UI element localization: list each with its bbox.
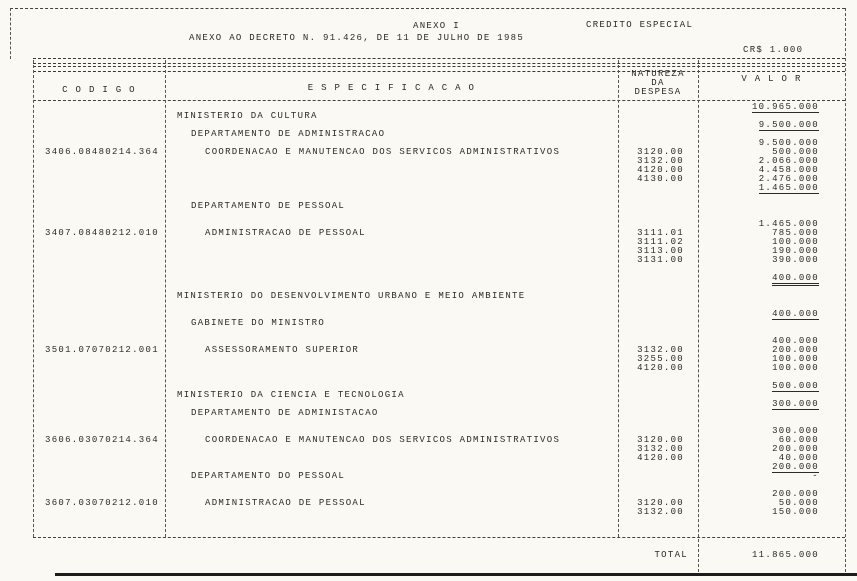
- column-header-especificacao: E S P E C I F I C A C A O: [307, 83, 476, 93]
- especificacao-cell: [165, 247, 618, 256]
- especificacao-cell: [165, 274, 618, 283]
- especificacao-cell: [165, 238, 618, 247]
- valor-cell: [698, 409, 845, 418]
- code-cell: [33, 382, 165, 391]
- natureza-cell: [618, 292, 698, 301]
- table-row: [33, 292, 845, 301]
- currency-unit-label: CR$ 1.000: [743, 45, 804, 55]
- natureza-cell: [618, 265, 698, 274]
- double-rule-top: [33, 58, 845, 64]
- code-cell: [33, 454, 165, 463]
- valor-amount: 150.000: [772, 507, 819, 517]
- table-row: [33, 265, 845, 274]
- table-row: [33, 481, 845, 490]
- table-row: [33, 310, 845, 319]
- table-row: [33, 238, 845, 247]
- header-box: [10, 8, 845, 59]
- natureza-cell: 3255.00: [637, 354, 684, 364]
- code-cell: [33, 121, 165, 130]
- especificacao-cell: [165, 445, 618, 454]
- natureza-cell: [618, 481, 698, 490]
- valor-amount: 785.000: [772, 228, 819, 238]
- valor-amount: 40.000: [778, 453, 819, 463]
- code-cell: [33, 157, 165, 166]
- code-cell: 3607.03070212.010: [45, 498, 159, 508]
- valor-amount: 200.000: [772, 444, 819, 454]
- valor-amount: 400.000: [772, 309, 819, 319]
- especificacao-cell: COORDENACAO E MANUTENCAO DOS SERVICOS ADMINISTRATIVOS: [205, 147, 561, 157]
- table-row: [33, 382, 845, 391]
- code-cell: [33, 364, 165, 373]
- code-cell: [33, 301, 165, 310]
- natureza-cell: [618, 283, 698, 292]
- natureza-cell: [618, 310, 698, 319]
- code-cell: 3501.07070212.001: [45, 345, 159, 355]
- natureza-cell: [618, 112, 698, 121]
- valor-amount: 2.066.000: [758, 156, 819, 166]
- valor-amount: 200.000: [772, 489, 819, 499]
- code-cell: [33, 238, 165, 247]
- natureza-cell: [618, 382, 698, 391]
- code-cell: [33, 112, 165, 121]
- natureza-cell: [618, 202, 698, 211]
- table-row: [33, 454, 845, 463]
- table-row: [33, 499, 845, 508]
- code-cell: [33, 508, 165, 517]
- code-cell: [33, 391, 165, 400]
- table-row: [33, 247, 845, 256]
- especificacao-cell: [165, 481, 618, 490]
- valor-amount: 500.000: [772, 147, 819, 157]
- table-row: [33, 472, 845, 481]
- natureza-cell: [618, 472, 698, 481]
- natureza-cell: 3120.00: [637, 147, 684, 157]
- table-row: [33, 112, 845, 121]
- table-row: [33, 355, 845, 364]
- column-header-codigo: C O D I G O: [62, 85, 136, 95]
- table-row: [33, 256, 845, 265]
- header-body-separator: [33, 100, 845, 101]
- table-row: [33, 193, 845, 202]
- valor-cell: [698, 283, 845, 292]
- table-row: [33, 391, 845, 400]
- code-cell: [33, 355, 165, 364]
- natureza-cell: 3132.00: [637, 507, 684, 517]
- code-cell: [33, 247, 165, 256]
- code-cell: [33, 472, 165, 481]
- table-row: [33, 184, 845, 193]
- valor-amount: -: [812, 471, 819, 481]
- especificacao-cell: [165, 166, 618, 175]
- table-row: [33, 373, 845, 382]
- especificacao-cell: [165, 364, 618, 373]
- natureza-cell: [618, 319, 698, 328]
- code-cell: [33, 130, 165, 139]
- natureza-cell: [618, 301, 698, 310]
- especificacao-cell: DEPARTAMENTO DE PESSOAL: [191, 201, 346, 211]
- valor-amount: 300.000: [772, 399, 819, 409]
- code-cell: [33, 184, 165, 193]
- table-row: [33, 346, 845, 355]
- especificacao-cell: MINISTERIO DO DESENVOLVIMENTO URBANO E MEIO AMBIENTE: [177, 291, 526, 301]
- code-cell: 3406.08480214.364: [45, 147, 159, 157]
- valor-amount: 100.000: [772, 354, 819, 364]
- natureza-cell: 3131.00: [637, 255, 684, 265]
- table-row: [33, 157, 845, 166]
- natureza-cell: 3111.02: [637, 237, 684, 247]
- table-row: [33, 148, 845, 157]
- especificacao-cell: [165, 175, 618, 184]
- code-cell: [33, 193, 165, 202]
- especificacao-cell: [165, 355, 618, 364]
- valor-cell: [698, 400, 845, 409]
- especificacao-cell: [165, 418, 618, 427]
- table-row: [33, 166, 845, 175]
- double-rule-bottom: [33, 66, 845, 72]
- especificacao-cell: ADMINISTRACAO DE PESSOAL: [205, 228, 366, 238]
- table-row: [33, 121, 845, 130]
- valor-amount: 300.000: [772, 426, 819, 436]
- code-cell: [33, 310, 165, 319]
- valor-cell: [698, 463, 845, 472]
- especificacao-cell: [165, 256, 618, 265]
- especificacao-cell: [165, 301, 618, 310]
- code-cell: [33, 274, 165, 283]
- table-row: [33, 319, 845, 328]
- valor-amount: 9.500.000: [758, 138, 819, 148]
- code-cell: [33, 283, 165, 292]
- table-row: [33, 175, 845, 184]
- natureza-cell: [618, 274, 698, 283]
- natureza-cell: [618, 463, 698, 472]
- table-row: [33, 274, 845, 283]
- table-row: [33, 130, 845, 139]
- column-header-natureza-line2: DA: [651, 78, 665, 88]
- valor-amount: 100.000: [772, 237, 819, 247]
- natureza-cell: [618, 328, 698, 337]
- valor-cell: [698, 256, 845, 265]
- valor-cell: [698, 292, 845, 301]
- annex-title: ANEXO I: [413, 21, 460, 31]
- code-cell: [33, 175, 165, 184]
- table-row: [33, 463, 845, 472]
- credit-type-label: CREDITO ESPECIAL: [586, 20, 694, 30]
- code-cell: [33, 292, 165, 301]
- table-row: [33, 409, 845, 418]
- valor-cell: [698, 508, 845, 517]
- natureza-cell: [618, 103, 698, 112]
- valor-amount: 1.465.000: [758, 183, 819, 193]
- valor-cell: [698, 202, 845, 211]
- code-cell: [33, 463, 165, 472]
- table-row: [33, 364, 845, 373]
- table-row: [33, 211, 845, 220]
- natureza-cell: 3113.00: [637, 246, 684, 256]
- code-cell: [33, 373, 165, 382]
- natureza-cell: 4130.00: [637, 174, 684, 184]
- natureza-cell: 3120.00: [637, 435, 684, 445]
- valor-cell: [698, 184, 845, 193]
- valor-cell: [698, 364, 845, 373]
- valor-cell: [698, 121, 845, 130]
- natureza-cell: 3132.00: [637, 156, 684, 166]
- valor-amount: 4.458.000: [758, 165, 819, 175]
- table-row: [33, 418, 845, 427]
- code-cell: [33, 328, 165, 337]
- natureza-cell: [618, 184, 698, 193]
- valor-amount: 400.000: [772, 336, 819, 346]
- natureza-cell: [618, 418, 698, 427]
- especificacao-cell: GABINETE DO MINISTRO: [191, 318, 326, 328]
- valor-cell: [698, 103, 845, 112]
- valor-amount: 200.000: [772, 345, 819, 355]
- table-row: [33, 436, 845, 445]
- especificacao-cell: ASSESSORAMENTO SUPERIOR: [205, 345, 360, 355]
- code-cell: [33, 265, 165, 274]
- valor-cell: [698, 427, 845, 436]
- valor-cell: [698, 490, 845, 499]
- natureza-cell: 3120.00: [637, 498, 684, 508]
- valor-amount: 500.000: [772, 381, 819, 391]
- natureza-cell: 4120.00: [637, 165, 684, 175]
- table-right-border: [845, 8, 846, 572]
- column-header-natureza-line1: NATUREZA: [631, 69, 685, 79]
- table-row: [33, 103, 845, 112]
- valor-amount: 9.500.000: [758, 120, 819, 130]
- natureza-cell: 3132.00: [637, 345, 684, 355]
- especificacao-cell: [165, 265, 618, 274]
- table-body: [33, 103, 845, 517]
- table-row: [33, 400, 845, 409]
- valor-cell: [698, 382, 845, 391]
- natureza-cell: 4120.00: [637, 453, 684, 463]
- code-cell: [33, 319, 165, 328]
- column-header-natureza-line3: DESPESA: [634, 87, 682, 97]
- valor-cell: [698, 193, 845, 202]
- valor-amount: 60.000: [778, 435, 819, 445]
- valor-amount: 2.476.000: [758, 174, 819, 184]
- natureza-cell: [618, 400, 698, 409]
- especificacao-cell: ADMINISTRACAO DE PESSOAL: [205, 498, 366, 508]
- especificacao-cell: DEPARTAMENTO DO PESSOAL: [191, 471, 346, 481]
- especificacao-cell: [165, 508, 618, 517]
- valor-amount: 200.000: [772, 462, 819, 472]
- especificacao-cell: DEPARTAMENTO DE ADMINISTRACAO: [191, 129, 386, 139]
- table-row: [33, 328, 845, 337]
- code-cell: [33, 166, 165, 175]
- total-label: TOTAL: [654, 550, 688, 560]
- code-cell: [33, 202, 165, 211]
- total-separator: [33, 537, 845, 538]
- valor-cell: [698, 274, 845, 283]
- table-row: [33, 508, 845, 517]
- code-cell: [33, 400, 165, 409]
- especificacao-cell: MINISTERIO DA CIENCIA E TECNOLOGIA: [177, 390, 405, 400]
- valor-cell: [698, 445, 845, 454]
- table-row: [33, 445, 845, 454]
- valor-amount: 190.000: [772, 246, 819, 256]
- especificacao-cell: [165, 328, 618, 337]
- valor-cell: [698, 472, 845, 481]
- column-header-valor: V A L O R: [741, 74, 802, 84]
- valor-cell: [698, 310, 845, 319]
- valor-amount: 50.000: [778, 498, 819, 508]
- code-cell: [33, 418, 165, 427]
- natureza-cell: [618, 130, 698, 139]
- natureza-cell: 3111.01: [637, 228, 684, 238]
- code-cell: [33, 103, 165, 112]
- especificacao-cell: [165, 454, 618, 463]
- natureza-cell: [618, 373, 698, 382]
- natureza-cell: [618, 211, 698, 220]
- especificacao-cell: MINISTERIO DA CULTURA: [177, 111, 318, 121]
- natureza-cell: [618, 391, 698, 400]
- table-row: [33, 202, 845, 211]
- table-row: [33, 229, 845, 238]
- code-cell: [33, 481, 165, 490]
- especificacao-cell: [165, 184, 618, 193]
- especificacao-cell: [165, 211, 618, 220]
- code-cell: [33, 256, 165, 265]
- natureza-cell: [618, 409, 698, 418]
- natureza-cell: [618, 121, 698, 130]
- valor-cell: [698, 319, 845, 328]
- code-cell: [33, 445, 165, 454]
- code-cell: [33, 409, 165, 418]
- natureza-cell: 3132.00: [637, 444, 684, 454]
- especificacao-cell: COORDENACAO E MANUTENCAO DOS SERVICOS ADMINISTRATIVOS: [205, 435, 561, 445]
- code-cell: [33, 211, 165, 220]
- decree-line: ANEXO AO DECRETO N. 91.426, DE 11 DE JULHO DE 1985: [189, 33, 525, 43]
- code-cell: 3407.08480212.010: [45, 228, 159, 238]
- valor-amount: 1.465.000: [758, 219, 819, 229]
- total-value: 11.865.000: [751, 550, 819, 560]
- valor-amount: 100.000: [772, 363, 819, 373]
- valor-amount: 390.000: [772, 255, 819, 265]
- table-row: [33, 301, 845, 310]
- valor-amount: 400.000: [772, 273, 819, 286]
- especificacao-cell: [165, 373, 618, 382]
- valor-amount: 10.965.000: [751, 102, 819, 112]
- especificacao-cell: DEPARTAMENTO DE ADMINISTACAO: [191, 408, 379, 418]
- natureza-cell: 4120.00: [637, 363, 684, 373]
- especificacao-cell: [165, 157, 618, 166]
- natureza-cell: [618, 193, 698, 202]
- code-cell: 3606.03070214.364: [45, 435, 159, 445]
- scan-edge-bar: [55, 573, 857, 576]
